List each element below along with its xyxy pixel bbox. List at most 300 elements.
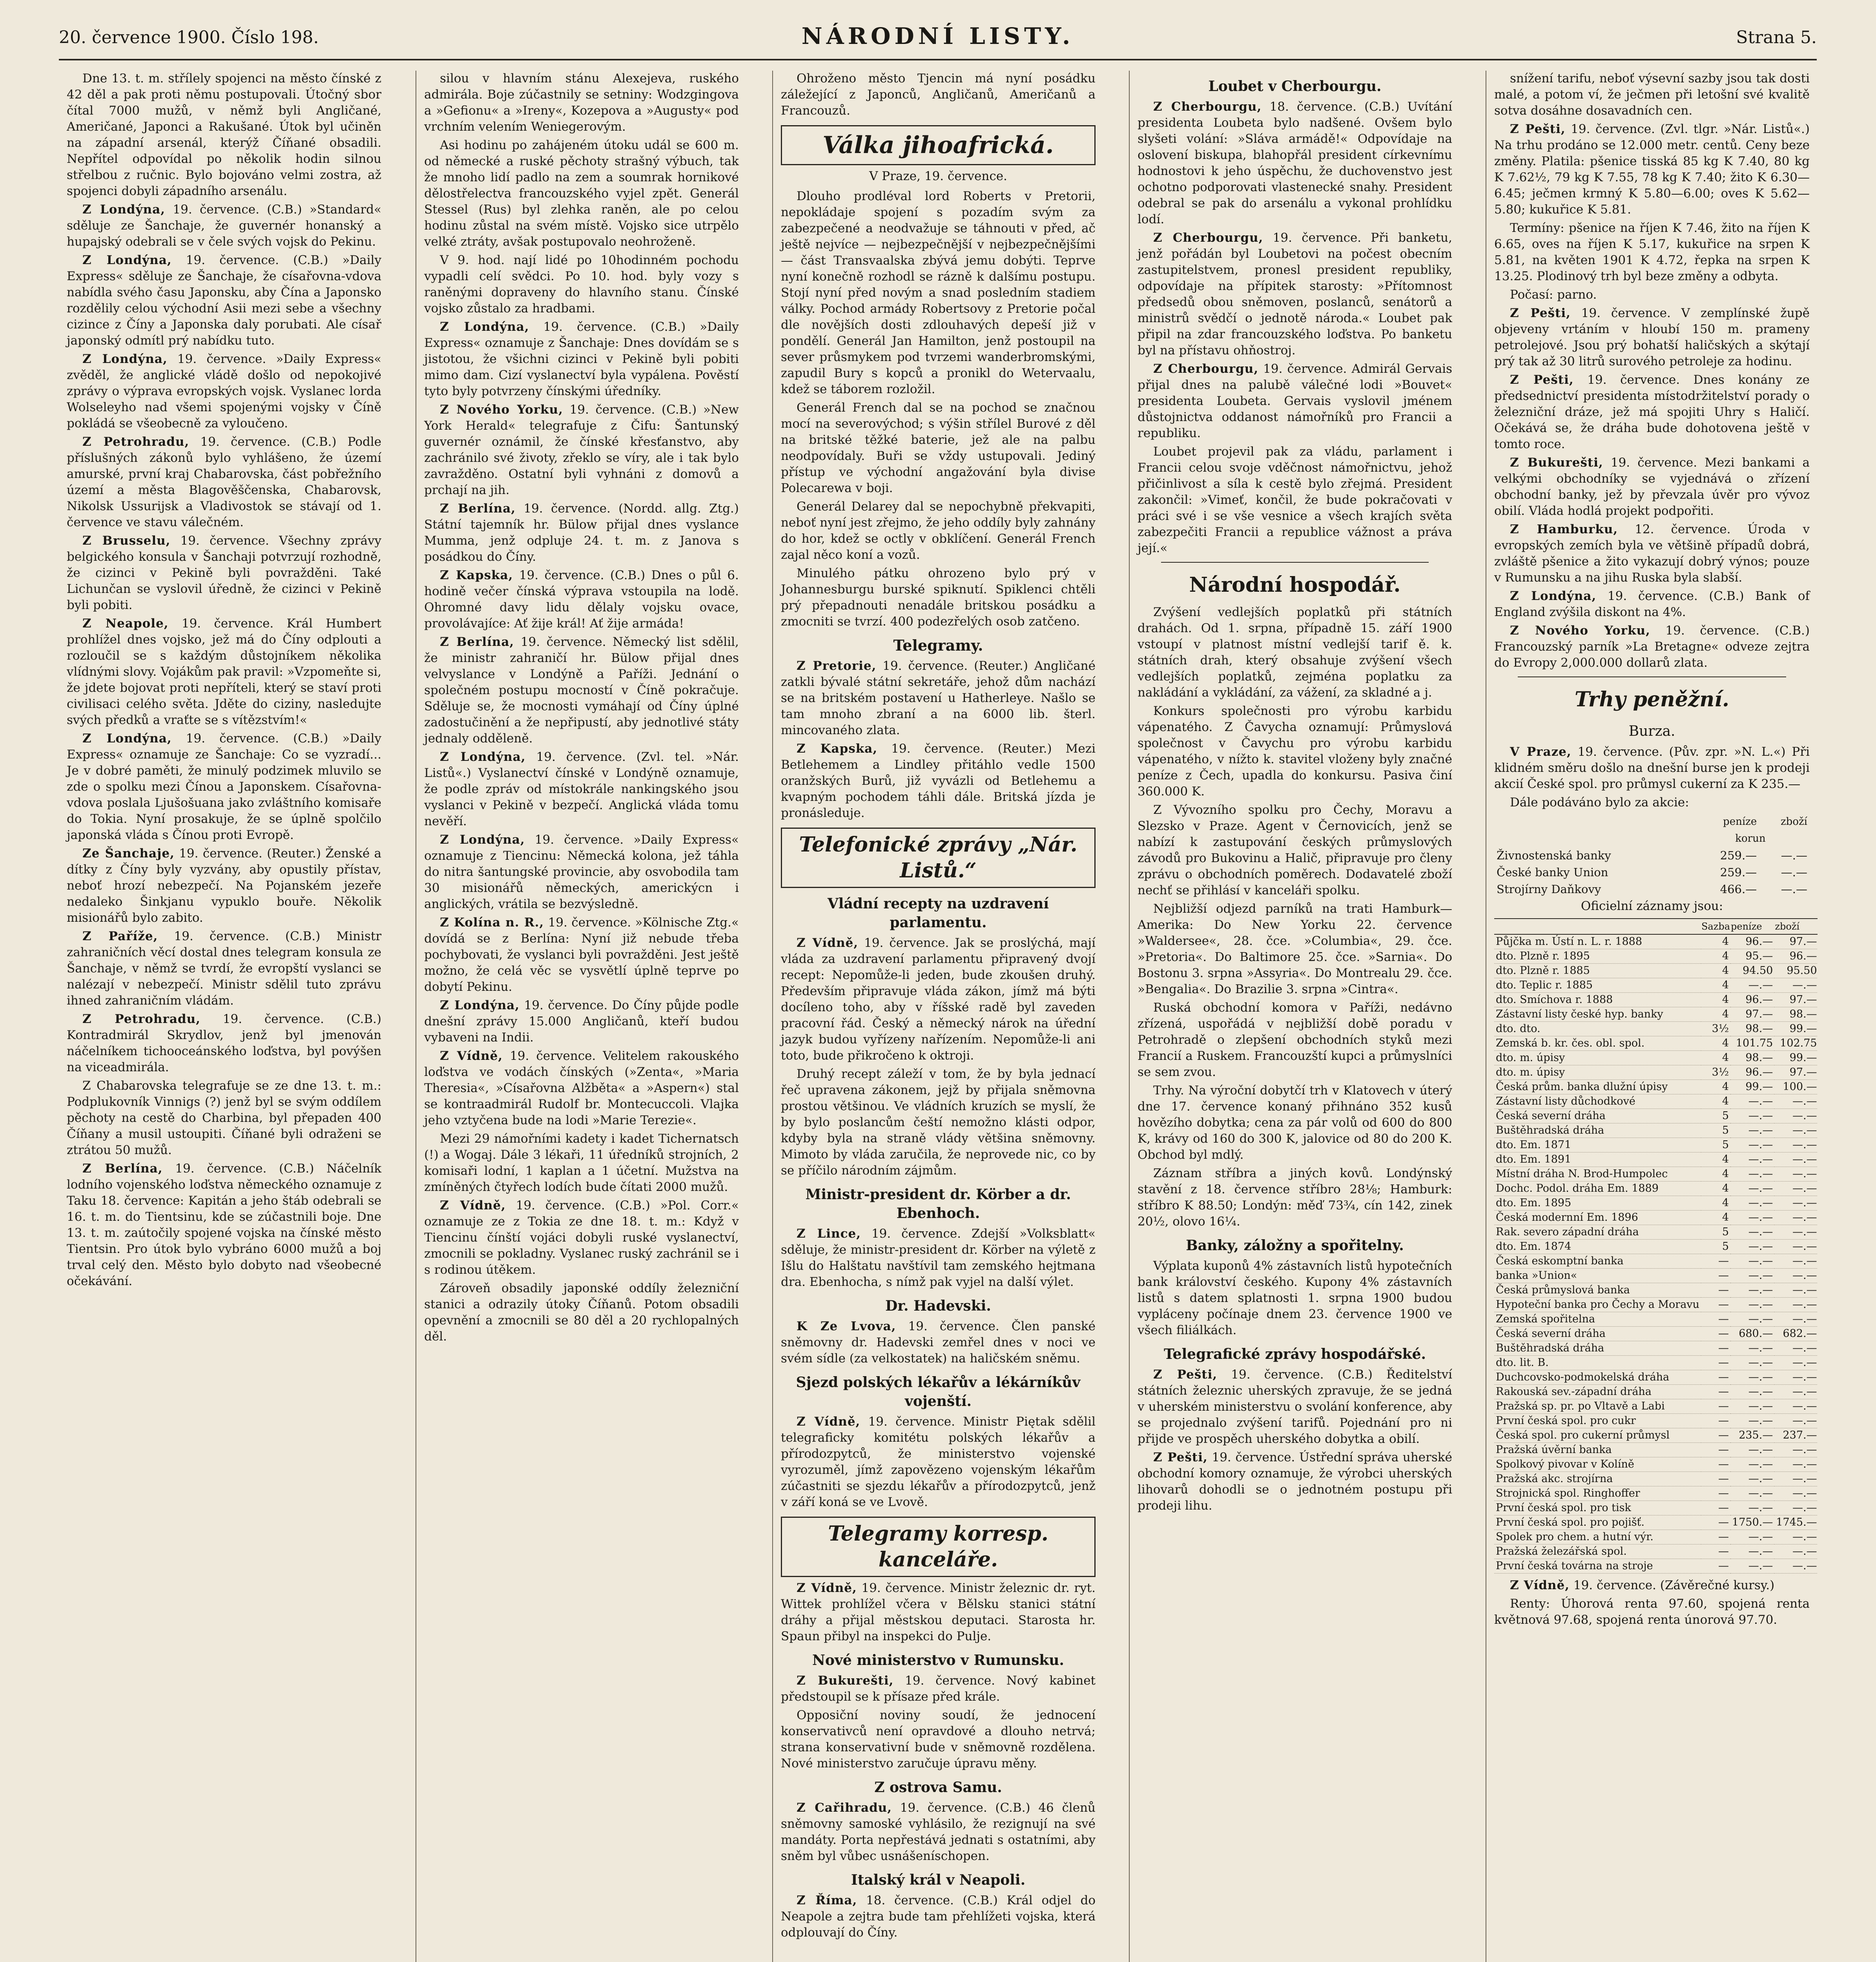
table-cell: 97.— [1774, 993, 1818, 1007]
table-cell: 4 [1701, 1094, 1730, 1109]
table-cell: —.— [1730, 1486, 1774, 1501]
news-item [1138, 99, 1452, 228]
table-cell: —.— [1730, 1123, 1774, 1138]
news-text: 19. července. »Kölnische Ztg.« dovídá se z Berlína: Nyní již nebude třeba pochybovati, že vyslanci byli povražděni. Jest ještě možno, že celá věc se vysvětlí úplně teprve po dobytí Pekinu. [424, 915, 739, 994]
paragraph: silou v hlavním stánu Alexejeva, ruského admirála. Boje zúčastnily se setniny: Wodzgingova a »Gefionu« a »Ireny«, Kozepova a »Augusty« pod vrchním velením Weniegerovým. [424, 71, 739, 134]
table-cell: —.— [1774, 1094, 1818, 1109]
news-text: 19. července. (Zvl. tel. »Nár. Listů«.) Vyslanectví čínské v Londýně oznamuje, že podle zpráv od místokrále nankingského jsou vyslanci v Pekině v bezpečí. Anglická vláda tomu nevěří. [424, 750, 739, 828]
table-row [1494, 1196, 1818, 1211]
table-row [1494, 1240, 1818, 1254]
table-cell: —.— [1730, 1457, 1774, 1472]
table-cell: 95.50 [1774, 964, 1818, 978]
table-cell: 259.— [1720, 849, 1757, 862]
table-cell: —.— [1774, 1414, 1818, 1428]
table-cell: 680.— [1730, 1327, 1774, 1341]
column-header: Sazba [1701, 919, 1730, 934]
heading: Ministr-president dr. Körber a dr. Ebenhoch. [805, 1186, 1071, 1222]
table-cell: 3½ [1701, 1022, 1730, 1036]
news-item [424, 567, 739, 632]
table-cell: 5 [1701, 1225, 1730, 1240]
news-text: 19. července. (C.B.) »New York Herald« telegrafuje z Čifu: Šantunský guvernér oznámil, že čínské křesťanstvo, aby zachránilo své životy, zřeklo se víry, ale i tak bylo zavražděno. Ostatní byli vyhnáni z domovů a prchají na jih. [424, 403, 739, 497]
table-cell: —.— [1774, 1341, 1818, 1356]
news-text: 19. července. (C.B.) »Daily Express« oznamuje z Šanchaje: Dnes dovídám se s jistotou, že všichni cizinci v Pekině byli pobiti mimo dam. Cizí vyslanectví byla vypálena. Pověstí tyto byly potvrzeny čínskými úředníky. [424, 320, 739, 398]
table-row [1494, 1356, 1818, 1370]
dateline: Z Pešti, [1510, 306, 1571, 320]
news-item [1138, 1450, 1452, 1514]
dateline: Z Nového Yorku, [440, 403, 563, 417]
news-item [1494, 588, 1810, 620]
table-cell: 4 [1701, 1211, 1730, 1225]
news-text: 12. července. Úroda v evropských zemích byla ve většině případů dobrá, zvláště pšenice a žito vykazují dobrý výnos; pouze v Rumunsku a na jihu Ruska byla slabší. [1494, 522, 1810, 585]
heading: Dr. Hadevski. [885, 1298, 991, 1314]
dateline: V Praze, [1510, 745, 1572, 759]
news-text: 19. července. Ústřední správa uherské obchodní komory oznamuje, že výrobci uherských lihovarů dohodli se o jednotném postupu při prodeji lihu. [1138, 1450, 1452, 1513]
table-cell: Česká severní dráha [1494, 1109, 1701, 1123]
news-text: 19. července. (C.B.) 46 členů sněmovny samoské vyhlásilo, že rezignují na své mandáty. Porta nepřestává jednati s ostatními, aby sněm byl vůbec usnášeníschopen. [781, 1801, 1096, 1863]
news-text: 19. července. Ministr železnic dr. ryt. Wittek prohlížel včera v Bělsku stanici státní dráhy a přijal městskou deputaci. Starosta hr. Spaun přibyl na inspekci do Pulje. [781, 1581, 1096, 1643]
dateline: Z Cherbourgu, [1153, 362, 1259, 376]
table-cell: Půjčka m. Ústí n. L. r. 1888 [1494, 934, 1701, 949]
table-cell: 100.— [1774, 1080, 1818, 1094]
news-item [424, 402, 739, 498]
section-heading-telephone: Telefonické zprávy „Nár. Listů.“ [781, 828, 1096, 888]
table-cell: —.— [1781, 849, 1807, 862]
heading: Sjezd polských lékařův a lékárníkův vojenští. [796, 1374, 1081, 1410]
heading: Z ostrova Samu. [874, 1779, 1002, 1796]
table-row [1495, 864, 1809, 881]
table-cell: dto. lit. B. [1494, 1356, 1701, 1370]
table-cell: — [1701, 1501, 1730, 1515]
dateline: Z Pešti, [1153, 1368, 1218, 1382]
paragraph: V 9. hod. nají lidé po 10hodinném pochodu vypadli celí svědci. Po 10. hod. byly vozy s raněnými dopraveny do hlavního stanu. Čínské vojsko zůstalo za hradbami. [424, 253, 739, 315]
news-text: 19. července. (Zvl. tlgr. »Nár. Listů«.) Na trhu prodáno se 12.000 metr. centů. Ceny beze změny. Platila: pšenice tisská 85 kg K 7.40, 80 kg K 7.62½, 79 kg K 7.55, 78 kg K 7.40; žito K 6.30—6.45; ječmen krmný K 5.80—6.00; oves K 5.62—5.80; kukuřice K 5.81. [1494, 122, 1810, 217]
table-cell: —.— [1730, 1385, 1774, 1399]
table-row [1495, 881, 1809, 897]
table-cell: dto. m. úpisy [1494, 1051, 1701, 1065]
table-cell: Pražská úvěrní banka [1494, 1443, 1701, 1457]
table-cell: —.— [1730, 1225, 1774, 1240]
news-item [424, 1198, 739, 1278]
paragraph: Zároveň obsadily japonské oddíly železniční stanici a odrazily útoky Číňanů. Potom obsadili opevnění a zmocnili se 80 děl a 20 rychlopalných děl. [424, 1281, 739, 1344]
paragraph: Konkurs společnosti pro výrobu karbidu vápenatého. Z Čavycha oznamují: Průmyslová společnost v Čavychu pro výrobu karbidu vápenatého, v nížto k. stavitel vloženy byly značné peníze z Čech, upadla do konkursu. Pasiva činí 360.000 K. [1138, 704, 1452, 799]
table-cell: — [1701, 1385, 1730, 1399]
news-item [781, 1893, 1096, 1941]
masthead [59, 16, 1817, 60]
paragraph: Mezi 29 námořními kadety i kadet Tichernatsch (!) a Wogaj. Dále 3 lékaři, 11 úředníků strojních, 2 komisaři lodní, 1 kaplan a 1 účetní. Mužstva na zmíněných čtyřech lodích bude čítati 2000 mužů. [424, 1132, 739, 1194]
table-cell: 101.75 [1730, 1036, 1774, 1051]
dateline: V Praze, 19. července. [869, 169, 1007, 183]
dateline: Z Vídně, [1510, 1578, 1570, 1592]
table-row [1494, 1138, 1818, 1152]
table-cell: — [1701, 1269, 1730, 1283]
table-row [1494, 1457, 1818, 1472]
table-row [1494, 1283, 1818, 1298]
news-item [1494, 623, 1810, 671]
table-cell: Rakouská sev.-západní dráha [1494, 1385, 1701, 1399]
news-text: 19. července. Zdejší »Volksblatt« sděluje, že ministr-president dr. Körber na výletě z Išlu do Halštatu navštívil tam zemského hejtmana dra. Ebenhocha, s nímž pak vyjel na další výlet. [781, 1227, 1096, 1289]
table-cell: — [1701, 1341, 1730, 1356]
column-4 [1129, 71, 1460, 1962]
table-cell: —.— [1774, 1472, 1818, 1486]
table-row [1494, 1486, 1818, 1501]
dateline: Z Berlína, [440, 635, 514, 649]
dateline: Ze Šanchaje, [82, 846, 175, 861]
table-cell: —.— [1730, 1544, 1774, 1559]
news-text: 19. července. »Daily Express« oznamuje z Tiencinu: Německá kolona, jež táhla do nitra šantungské provincie, aby osvobodila tam 30 misionářů německých, americkýcn i anglických, vrátila se bezvýsledně. [424, 833, 739, 911]
news-item [1138, 230, 1452, 359]
dateline: Z Londýna, [440, 750, 526, 764]
table-row [1494, 1051, 1818, 1065]
table-cell: —.— [1730, 1472, 1774, 1486]
divider [1161, 562, 1429, 563]
table-cell: Zemská b. kr. čes. obl. spol. [1494, 1036, 1701, 1051]
table-row [1495, 848, 1809, 864]
table-cell: —.— [1774, 1457, 1818, 1472]
table-cell: banka »Union« [1494, 1269, 1701, 1283]
table-cell: —.— [1774, 1225, 1818, 1240]
news-item [424, 501, 739, 565]
divider [1518, 676, 1786, 677]
table-row [1494, 1501, 1818, 1515]
news-text: 19. července. (Reuter.) Angličané zatkli bývalé státní sekretáře, jehož dům nachází se na britském postavení u Hatherleye. Našlo se tam mnoho zbraní a na 6000 lib. šterl. mincovaného zlata. [781, 659, 1096, 737]
table-cell: 5 [1701, 1138, 1730, 1152]
table-cell: 97.— [1774, 934, 1818, 949]
column-header [1494, 919, 1701, 934]
paragraph: Minulého pátku ohrozeno bylo prý v Johannesburgu burské spiknutí. Spiklenci chtěli prý přepadnouti nenadále britskou posádku a zmocniti se tvrzí. 400 podezřelých osob zatčeno. [781, 566, 1096, 629]
table-cell: dto. Plzně r. 1895 [1494, 949, 1701, 964]
heading: Italský král v Neapoli. [851, 1872, 1026, 1888]
table-cell: —.— [1774, 1269, 1818, 1283]
page-number: Strana 5. [1736, 27, 1817, 47]
news-text: 19. července. (Reuter.) Ženské a dítky z Číny byly vyzvány, aby opustily přístav, neboť hrozí nebezpečí. Na Pojanském jezeře nedaleko Šinkjanu vypuklo bouře. Několik misionářů bylo zabito. [67, 846, 381, 925]
news-item [424, 319, 739, 399]
column-5 [1486, 71, 1818, 1962]
table-cell: 4 [1701, 1051, 1730, 1065]
table-cell: dto. Smíchova r. 1888 [1494, 993, 1701, 1007]
table-cell: —.— [1774, 1211, 1818, 1225]
table-cell: —.— [1730, 1370, 1774, 1385]
table-cell: dto. Plzně r. 1885 [1494, 964, 1701, 978]
paragraph: Počasí: parno. [1510, 288, 1597, 302]
paragraph: Generál Delarey dal se nepochybně překvapiti, neboť nyní jest zřejmo, že jeho oddíly byly zahnány do hor, kdež se octly v obklíčení. Generál French zajal něco koní a vozů. [781, 500, 1096, 562]
table-cell: —.— [1774, 1443, 1818, 1457]
table-cell: Česká prům. banka dlužní úpisy [1494, 1080, 1701, 1094]
table-cell: — [1701, 1530, 1730, 1544]
column-header: zboží [1780, 816, 1807, 828]
news-text: 19. července. Velitelem rakouského loďstva ve vodách čínských (»Zenta«, »Maria Theresia«, »Císařovna Alžběta« a »Aspern«) stal se kontraadmirál Rudolf br. Montecuccoli. Vlajka jeho vztyčena bude na lodi »Marie Terezie«. [424, 1049, 739, 1127]
news-text: 19. července. (C.B.) Bank of England zvýšila diskont na 4%. [1494, 589, 1810, 619]
table-row [1494, 1007, 1818, 1022]
table-row [1494, 1544, 1818, 1559]
table-cell: 4 [1701, 1036, 1730, 1051]
paragraph: Dne 13. t. m. střílely spojenci na město čínské z 42 děl a pak proti němu postupovali. Útočný sbor čítal 7000 mužů, v němž byli Angličané, Američané, Japonci a Rakušané. Útok byl učiněn na západní arsenál, kterýž Číňané obsadili. Nepřítel odpovídal po několik hodin silnou střelbou z ručnic. Bylo bojováno velmi zostra, až spojenci dobyli západního arsenálu. [67, 71, 381, 198]
news-text: 19. července. Ministr Piętak sdělil telegraficky komitétu polských lékařův a přírodozpytců, že ministerstvo vojenské vyrozuměl, jímž zapovězeno vojenským lékařům zúčastniti se sjezdu lékařův a přírodozpytců, jenž v září koná se ve Lvově. [781, 1415, 1096, 1509]
paragraph: Z Vývozního spolku pro Čechy, Moravu a Slezsko v Praze. Agent v Černovicích, jenž se nabízí k zastupování českých průmyslových závodů pro Bukovinu a Halič, připravuje pro členy zprávu o obchodních poměrech. Dodavatelé zboží nechť se přihlásí v kanceláři spolku. [1138, 803, 1452, 897]
table-cell: 4 [1701, 1196, 1730, 1211]
table-cell: Spolek pro chem. a hutní výr. [1494, 1530, 1701, 1544]
dateline: Z Kolína n. R., [440, 915, 544, 930]
table-row [1494, 1211, 1818, 1225]
news-item [781, 1800, 1096, 1864]
table-cell: 237.— [1774, 1428, 1818, 1443]
table-row [1494, 1370, 1818, 1385]
table-cell: — [1701, 1428, 1730, 1443]
news-text: 19. července. (C.B.) Francouzský parník »La Bretagne« odveze zejtra do Evropy 2,000.000 dollarů zlata. [1494, 624, 1810, 670]
paragraph: Nejbližší odjezd parníků na trati Hamburk—Amerika: Do New Yorku 22. července »Waldersee«, 28. čce. »Columbia«, 29. čce. »Pretoria«. Do Baltimore 25. čce. »Sarnia«. Do Bostonu 3. srpna »Assyria«. Do Montrealu 29. čce. »Bengalia«. Do Brazilie 3. srpna »Cintra«. [1138, 902, 1452, 996]
news-text: 19. července. (C.B.) Kontradmirál Skrydlov, jenž byl jmenován náčelníkem tichooceánského loďstva, byl povýšen na viceadmirála. [67, 1012, 381, 1074]
news-item [67, 434, 381, 531]
news-text: 19. července. (C.B.) Dnes o půl 6. hodině večer čínská výprava vstoupila na lodě. Ohromné davy lidu dělaly vojsku ovace, provolávajíce: Ať žije král! Ať žije armáda! [424, 568, 739, 631]
news-item [781, 658, 1096, 738]
table-cell: — [1701, 1472, 1730, 1486]
table-cell: —.— [1730, 1211, 1774, 1225]
table-cell: —.— [1730, 1356, 1774, 1370]
table-cell: —.— [1774, 1254, 1818, 1269]
table-cell: První česká spol. pro tisk [1494, 1501, 1701, 1515]
table-cell: 4 [1701, 1080, 1730, 1094]
table-cell: —.— [1730, 1283, 1774, 1298]
table-cell: Spolkový pivovar v Kolíně [1494, 1457, 1701, 1472]
table-cell: dto. Em. 1895 [1494, 1196, 1701, 1211]
table-cell: —.— [1730, 1240, 1774, 1254]
table-cell: —.— [1730, 1152, 1774, 1167]
news-item [67, 731, 381, 843]
table-cell: Česká eskomptní banka [1494, 1254, 1701, 1269]
table-row [1494, 1327, 1818, 1341]
table-row [1494, 1443, 1818, 1457]
table-cell: — [1701, 1312, 1730, 1327]
heading: Telegrafické zprávy hospodářské. [1163, 1346, 1426, 1362]
issue-date: 20. července 1900. Číslo 198. [59, 27, 319, 47]
table-cell: dto. Em. 1874 [1494, 1240, 1701, 1254]
table-cell: Zemská spořitelna [1494, 1312, 1701, 1327]
table-row [1494, 1065, 1818, 1080]
dateline: Z Pešti, [1510, 373, 1574, 387]
dateline: Z Vídně, [440, 1198, 506, 1213]
column-1 [59, 71, 389, 1962]
table-cell: První česká továrna na stroje [1494, 1559, 1701, 1574]
dateline: Z Vídně, [797, 936, 859, 950]
table-cell: —.— [1774, 1196, 1818, 1211]
table-cell: —.— [1774, 1109, 1818, 1123]
dateline: Z Hamburku, [1510, 522, 1618, 536]
table-cell: 1750.— [1730, 1515, 1774, 1530]
table-cell: —.— [1730, 1167, 1774, 1182]
news-text: 19. července. Všechny zprávy belgického konsula v Šanchaji potvrzují rozhodně, že cizinci v Pekině byli povražděni. Také Lichunčan se vyslovil úředně, že cizinci v Pekině byli pobiti. [67, 534, 381, 612]
news-item [67, 533, 381, 613]
news-text: 19. července. Nový kabinet předstoupil se k přísaze před krále. [781, 1674, 1096, 1704]
newspaper-title: NÁRODNÍ LISTY. [801, 23, 1074, 49]
news-item [67, 1011, 381, 1076]
table-cell: Hypoteční banka pro Čechy a Moravu [1494, 1298, 1701, 1312]
table-cell: —.— [1774, 1370, 1818, 1385]
news-item [67, 1161, 381, 1289]
table-cell: — [1701, 1298, 1730, 1312]
news-text: 18. července. (C.B.) Uvítání presidenta Loubeta bylo nadšené. Ovšem bylo slyšeti volání: »Sláva armádě!« Odpovídaje na oslovení biskupa, blahopřál president církevnímu hodnostovi k jeho úspěchu, že duchovenstvo jest ochotno podporovati vlastenecké snahy. President odebral se pak do arsenálu a vykonal prohlídku lodí. [1138, 100, 1452, 226]
dateline: Z Brusselu, [82, 534, 171, 548]
dateline: Z Neapole, [82, 616, 169, 631]
news-item [67, 351, 381, 432]
table-cell: 4 [1701, 993, 1730, 1007]
table-cell: — [1701, 1559, 1730, 1574]
table-row [1494, 934, 1818, 949]
news-text: 19. července. Dnes konány ze předsednictví presidenta místodržitelství porady o železniční dráze, jež má spojiti Uhry s Haličí. Očekává se, že dráha bude dohotovena ještě v tomto roce. [1494, 373, 1810, 451]
table-cell: Duchcovsko-podmokelská dráha [1494, 1370, 1701, 1385]
dateline: Z Londýna, [440, 833, 525, 847]
table-cell: 99.— [1730, 1080, 1774, 1094]
table-cell: —.— [1730, 978, 1774, 993]
table-cell: — [1701, 1443, 1730, 1457]
table-row [1494, 1152, 1818, 1167]
dateline: Z Cherbourgu, [1153, 231, 1263, 245]
news-text: 19. července. (C.B.) »Daily Express« oznamuje ze Šanchaje: Co se vyzradí... Je v dobré paměti, že minulý podzimek mluvilo se zde o spolku mezi Čínou a Japonskem. Císařovna-vdova poslala Ljušošuana jako zvláštního komisaře do Tokia. Nyní prosakuje, že se úplně spolčilo japonská vláda s Čínou proti Evropě. [67, 731, 381, 842]
news-text: 19. července. (Závěrečné kursy.) [1573, 1578, 1775, 1592]
table-cell: 97.— [1730, 1007, 1774, 1022]
column-2 [416, 71, 747, 1962]
table-cell: —.— [1774, 1530, 1818, 1544]
table-cell: — [1701, 1414, 1730, 1428]
heading: Nové ministerstvo v Rumunsku. [812, 1652, 1064, 1668]
table-cell: — [1701, 1457, 1730, 1472]
table-cell: —.— [1774, 1385, 1818, 1399]
table-cell: 96.— [1730, 934, 1774, 949]
paragraph: Oficielní záznamy jsou: [1581, 899, 1723, 913]
news-item [1494, 1577, 1810, 1594]
paragraph: Loubet projevil pak za vládu, parlament i Francii celou svoje vděčnost námořnictvu, jehož přičinlivost a síla k cestě bylo zřejmá. President zakončil: »Vimeť, končil, že bude pokračovati v práci své i se vše vesnice a všech krajích světa zabezpečiti Francii a republice vážnost a práva její.« [1138, 445, 1452, 555]
table-cell: —.— [1774, 1138, 1818, 1152]
table-cell: —.— [1730, 1341, 1774, 1356]
paragraph: snížení tarifu, neboť výsevní sazby jsou tak dosti malé, a potom ví, že ječmen při letošní své kvalitě sotva dosáhne dosavadních cen. [1494, 71, 1810, 118]
dateline: Z Londýna, [1510, 589, 1597, 603]
table-cell: 97.— [1774, 1065, 1818, 1080]
table-cell: Dochc. Podol. dráha Em. 1889 [1494, 1182, 1701, 1196]
news-item [1494, 305, 1810, 370]
table-cell: —.— [1774, 1399, 1818, 1414]
table-cell: Místní dráha N. Brod-Humpolec [1494, 1167, 1701, 1182]
news-item [781, 1580, 1096, 1645]
official-quotes-table [1494, 918, 1818, 1574]
table-cell: —.— [1774, 1544, 1818, 1559]
news-text: 19. července. (C.B.) Náčelník lodního vojenského loďstva německého oznamuje z Taku 18. července: Kapitán a jeho štáb odebrali se 16. t. m. do Tientsinu, kde se zúčastnili boje. Dne 13. t. m. zaútočily spojené vojska na čínské město Tientsin. Pro útok bylo vybráno 6000 mužů a boj trval celý den. Město bylo dobyto nad všeobecné očekávání. [67, 1162, 381, 1288]
table-cell: 96.— [1774, 949, 1818, 964]
table-cell: — [1701, 1254, 1730, 1269]
news-text: 19. července. (Nordd. allg. Ztg.) Státní tajemník hr. Bülow přijal dnes vyslance Mumma, jenž odpluje 24. t. m. z Janova s posádkou do Číny. [424, 501, 739, 564]
table-row [1494, 1341, 1818, 1356]
table-cell: Zástavní listy české hyp. banky [1494, 1007, 1701, 1022]
table-cell: 99.— [1774, 1022, 1818, 1036]
table-header-row [1495, 831, 1809, 847]
table-row [1494, 1080, 1818, 1094]
table-cell: — [1701, 1356, 1730, 1370]
table-cell: —.— [1774, 1123, 1818, 1138]
table-cell: —.— [1730, 1559, 1774, 1574]
news-text: 19. července. Člen panské sněmovny dr. Hadevski zemřel dnes v noci ve svém sídle (za velkostatek) na haličském sněmu. [781, 1319, 1096, 1366]
table-row [1494, 1414, 1818, 1428]
paragraph: Ruská obchodní komora v Paříži, nedávno zřízená, uspořádá v nejbližší době poradu v Petrohradě o zlepšení obchodních styků mezi Francií a Ruskem. Francouzští kupci a průmyslníci se sem zvou. [1138, 1001, 1452, 1079]
dateline: Z Londýna, [82, 253, 172, 267]
table-row [1494, 1428, 1818, 1443]
paragraph: Druhý recept záleží v tom, že by byla jednací řeč upravena zákonem, jejž by přijala sněmovna prostou většinou. Ve vládních kruzích se myslí, že by bylo poslancům čeští nemožno klásti odpor, kdyby byla na straně vlády většina sněmovny. Mimoto by vláda zaručila, že neprovede nic, co by se příčilo národním zájmům. [781, 1067, 1096, 1178]
paragraph: Dále podáváno bylo za akcie: [1510, 795, 1689, 810]
table-cell: Strojnická spol. Ringhoffer [1494, 1486, 1701, 1501]
table-cell: První česká spol. pro pojišť. [1494, 1515, 1701, 1530]
table-header-row [1495, 814, 1809, 830]
table-cell: 102.75 [1774, 1036, 1818, 1051]
news-item [67, 252, 381, 349]
share-prices-table [1494, 813, 1810, 898]
dateline: Z Říma, [797, 1893, 857, 1907]
table-row [1494, 964, 1818, 978]
table-cell: 99.— [1774, 1051, 1818, 1065]
news-item [1494, 121, 1810, 218]
table-cell: 4 [1701, 1167, 1730, 1182]
table-cell: 4 [1701, 949, 1730, 964]
dateline: Z Bukurešti, [1510, 456, 1603, 470]
table-row [1494, 1312, 1818, 1327]
table-cell: —.— [1730, 1094, 1774, 1109]
paragraph: Dlouho prodléval lord Roberts v Pretorii, nepokládaje spojení s pozadím svým za zabezpečené a neodvažuje se táhnouti v před, ač ještě nejvíce — nejbezpečnější v nejbezpečnějšími — část Transvaalska zbývá jemu dobýti. Teprve nyní konečně rozhodl se rázně k dalšímu postupu. Stojí nyní před novým a snad posledním stadiem války. Pochod armády Robertsovy z Pretorie počal dle novějších dosti zdlouhavých depeší již v pondělí. Generál Jan Hamilton, jenž postoupil na sever průsmykem pod tvrzemi wanderbromskými, zapudil Bury s kopců a pronikl do Wetervaalu, kdež se táborem rozložil. [781, 189, 1096, 396]
news-item [67, 928, 381, 1009]
news-text: 19. července. Do Číny půjde podle dnešní zprávy 15.000 Angličanů, kteří budou vybaveni na Indii. [424, 998, 739, 1045]
news-item [424, 915, 739, 995]
table-cell: —.— [1774, 978, 1818, 993]
dateline: Z Pretorie, [797, 659, 877, 673]
news-text: 19. července. Mezi bankami a velkými obchodníky se vyjednává o zřízení obchodní banky, jež by převzala úvěr pro vývoz obilí. Vláda hodlá projekt podpořiti. [1494, 456, 1810, 518]
heading: Banky, záložny a spořitelny. [1186, 1237, 1404, 1254]
dateline: Z Kapska, [440, 568, 513, 582]
dateline: Z Londýna, [82, 731, 172, 746]
heading: Loubet v Cherbourgu. [1208, 78, 1382, 95]
news-item [67, 846, 381, 926]
table-cell: Pražská akc. strojírna [1494, 1472, 1701, 1486]
table-cell: 5 [1701, 1109, 1730, 1123]
table-row [1494, 1399, 1818, 1414]
paragraph: Výplata kuponů 4% zástavních listů hypotečních bank království českého. Kupony 4% zástavních listů s datem splatnosti 1. srpna 1900 budou vypláceny počínaje dnem 23. července 1900 ve všech filiálkách. [1138, 1259, 1452, 1337]
paragraph: Termíny: pšenice na říjen K 7.46, žito na říjen K 6.65, oves na říjen K 5.17, kukuřice na srpen K 5.81, na květen 1901 K 4.72, řepka na srpen K 13.25. Plodinový trh byl beze změny a odbyta. [1494, 221, 1810, 283]
table-cell: Rak. severo západní dráha [1494, 1225, 1701, 1240]
table-row [1494, 1182, 1818, 1196]
paragraph: Generál French dal se na pochod se značnou mocí na severovýchod; s výšin střílel Burové z děl na britské těžké baterie, jež ale na palbu neodpovídaly. Buři se vždy ustupovali. Jediný přístup ve východní angažování byla divise Polecarewa v boji. [781, 401, 1096, 495]
table-cell: České banky Union [1497, 866, 1608, 879]
news-text: 19. července. (Pův. zpr. »N. L.«) Při klidném směru došlo na dnešní burse jen k prodeji akcií České spol. pro průmysl cukerní za K 235.— [1494, 745, 1810, 791]
table-cell: —.— [1730, 1196, 1774, 1211]
table-cell: — [1701, 1370, 1730, 1385]
table-cell: dto. dto. [1494, 1022, 1701, 1036]
table-cell: —.— [1774, 1486, 1818, 1501]
table-cell: —.— [1781, 866, 1807, 879]
table-cell: 98.— [1774, 1007, 1818, 1022]
table-cell: —.— [1730, 1109, 1774, 1123]
news-item [781, 1318, 1096, 1367]
table-cell: dto. Em. 1891 [1494, 1152, 1701, 1167]
news-item [424, 749, 739, 830]
table-cell: dto. Teplic r. 1885 [1494, 978, 1701, 993]
dateline: Z Vídně, [440, 1049, 503, 1063]
table-cell: Buštěhradská dráha [1494, 1341, 1701, 1356]
news-text: 19. července. »Daily Express« zvěděl, že anglické vládě došlo od nepokojivé zprávy o výprava evropských vojsk. Vyslanec lorda Wolseleyho nad všemi spojenými vojsky v Číně pokládá se všeobecně za vyloučeno. [67, 352, 381, 430]
table-cell: 94.50 [1730, 964, 1774, 978]
table-row [1494, 1123, 1818, 1138]
heading-telegrams: Telegramy. [893, 636, 983, 654]
table-cell: —.— [1774, 1501, 1818, 1515]
table-cell: Buštěhradská dráha [1494, 1123, 1701, 1138]
paragraph: Zvýšení vedlejších poplatků při státních drahách. Od 1. srpna, případně 15. září 1900 vstoupí v platnost místní vedlejší tarif ě. k. státních drah, který obsahuje zvýšení všech vedlejších poplatků, zejména poplatku za nakládání a vykládání, za vážení, za skladné a j. [1138, 605, 1452, 700]
news-text: 19. července. Při banketu, jenž pořádán byl Loubetovi na počest obecním zastupitelstvem, pronesl president republiky, odpovídaje na přípitek starosty: »Přítomnost předsedů obou sněmoven, poslanců, senátorů a ministrů svědčí o jednotě národa.« Loubet pak připil na zdar francouzského loďstva. Po banketu byl na přístavu ohňostroj. [1138, 231, 1453, 357]
table-cell: Česká průmyslová banka [1494, 1283, 1701, 1298]
news-text: 19. července. Král Humbert prohlížel dnes vojsko, jež má do Číny odplouti a rozloučil se s každým důstojníkem několika vlídnými slovy. Vojákům pak pravil: »Vzpomeňte si, že jdete bojovat proti nepříteli, který se staví proti civilisaci celého světa. Jděte do ciziny, nasledujte svých předků a vraťte se s vítězstvím!« [67, 616, 381, 727]
table-cell: —.— [1774, 1559, 1818, 1574]
dateline: Z Londýna, [82, 352, 168, 366]
